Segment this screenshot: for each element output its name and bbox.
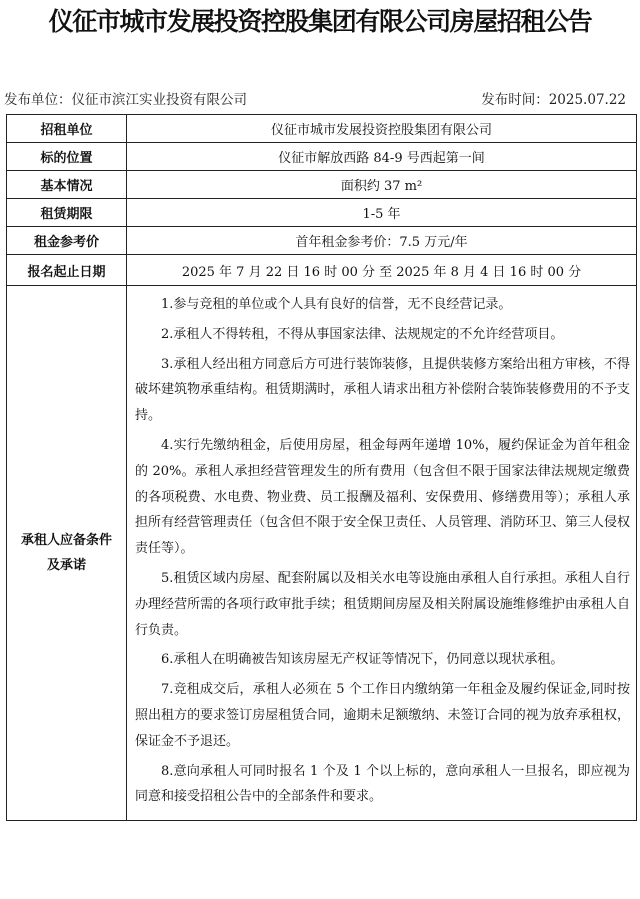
row-label: 标的位置 [7,143,127,171]
table-row-registration-period [7,255,637,286]
row-value: 2025 年 7 月 22 日 16 时 00 分 至 2025 年 8 月 4 日 16 时 00 分 [127,255,637,286]
condition-clause: 5.租赁区域内房屋、配套附属以及相关水电等设施由承租人自行承担。承租人自行办理经营所需的各项行政审批手续；租赁期间房屋及相关附属设施维修维护由承租人自行负责。 [135,570,630,638]
condition-clause: 8.意向承租人可同时报名 1 个及 1 个以上标的，意向承租人一旦报名，即应视为同意和接受招租公告中的全部条件和要求。 [135,763,630,805]
row-value: 1-5 年 [127,199,637,227]
condition-clause: 3.承租人经出租方同意后方可进行装饰装修，且提供装修方案给出租方审核，不得破坏建筑物承重结构。租赁期满时，承租人请求出租方补偿附合装饰装修费用的不予支持。 [135,356,630,424]
row-label: 租金参考价 [7,227,127,255]
row-label: 报名起止日期 [7,255,127,286]
notice-title: 仪征市城市发展投资控股集团有限公司房屋招租公告 [48,7,592,36]
condition-clause: 2.承租人不得转租，不得从事国家法律、法规规定的不允许经营项目。 [161,326,564,342]
row-value: 面积约 37 m² [127,171,637,199]
row-label: 招租单位 [7,115,127,143]
row-value: 首年租金参考价：7.5 万元/年 [127,227,637,255]
row-label: 基本情况 [7,171,127,199]
condition-clause: 4.实行先缴纳租金，后使用房屋，租金每两年递增 10%，履约保证金为首年租金的 20%。承租人承担经营管理发生的所有费用（包含但不限于国家法律法规规定缴费的各项税费、水电费、物业费、员工报酬及福利、安保费用、修缮费用等）；承租人承担所有经营管理责任（包含但不限于安全保卫责任、人员管理、消防环卫、第三人侵权责任等）。 [135,437,630,557]
notice-table [6,114,637,821]
row-label: 租赁期限 [7,199,127,227]
publisher-text: 发布单位：仪征市滨江实业投资有限公司 [4,92,247,108]
row-value: 仪征市城市发展投资控股集团有限公司 [127,115,637,143]
table-row-basic-info [7,171,637,199]
condition-clause: 7.竞租成交后，承租人必须在 5 个工作日内缴纳第一年租金及履约保证金,同时按照出租方的要求签订房屋租赁合同，逾期未足额缴纳、未签订合同的视为放弃承租权，保证金不予退还。 [135,682,630,749]
table-row-lease-term [7,199,637,227]
table-row-location [7,143,637,171]
conditions-label-line1: 承租人应备条件 [20,533,112,549]
table-row-conditions [7,286,637,821]
conditions-label-line2: 及承诺 [46,558,86,574]
conditions-content [127,286,637,821]
table-row-reference-rent [7,227,637,255]
publish-time-text: 发布时间：2025.07.22 [481,92,626,108]
row-value: 仪征市解放西路 84-9 号西起第一间 [127,143,637,171]
condition-clause: 1.参与竞租的单位或个人具有良好的信誉，无不良经营记录。 [161,297,512,312]
conditions-label [7,286,127,821]
table-row-lessor [7,115,637,143]
condition-clause: 6.承租人在明确被告知该房屋无产权证等情况下，仍同意以现状承租。 [161,652,564,668]
